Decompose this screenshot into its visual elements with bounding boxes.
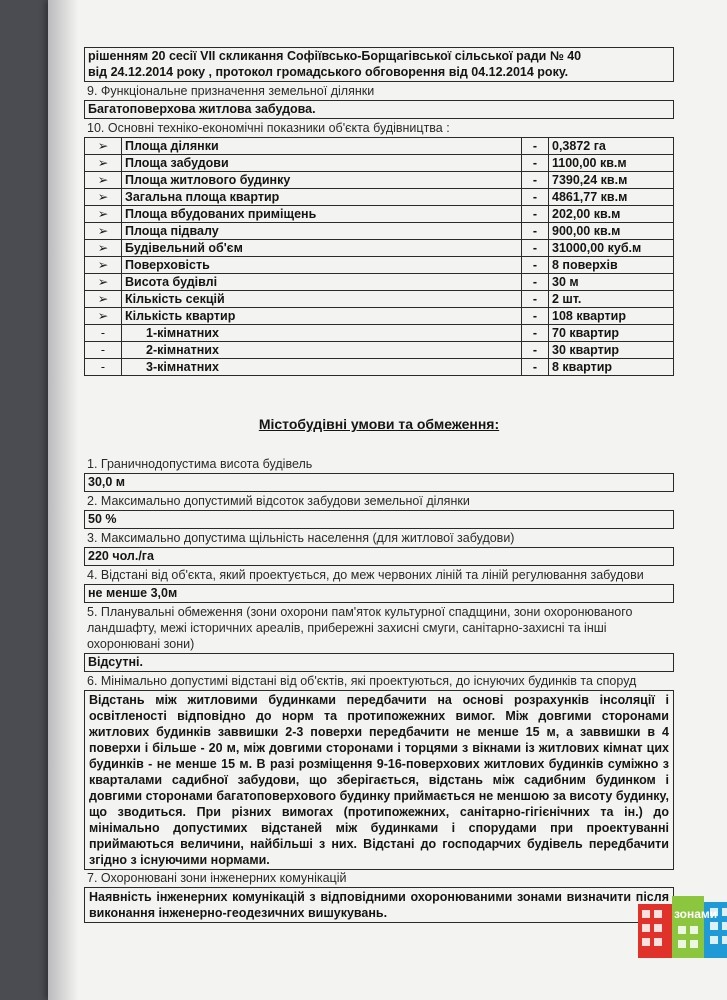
tech-row-name: Поверховість [122, 257, 522, 274]
conditions-list [84, 456, 674, 923]
tech-row-value: 900,00 кв.м [549, 223, 674, 240]
header-line-2: від 24.12.2014 року , протокол громадського обговорення від 04.12.2014 року. [88, 65, 569, 79]
condition-label: 5. Планувальні обмеження (зони охорони пам'яток культурної спадщини, зони охоронюваного ландшафту, межі історичних ареалів, прибережні захисні смуги, санітарно-захисні та інші охоронювані зони) [87, 605, 633, 651]
tech-row-name: Площа забудови [122, 155, 522, 172]
arrow-icon: ➢ [85, 223, 122, 240]
subrow-dash: - [85, 325, 122, 342]
item9-label: 9. Функціональне призначення земельної ділянки [87, 84, 375, 98]
tech-subrow [85, 359, 674, 376]
document-page [48, 0, 727, 1000]
item9-value: Багатоповерхова житлова забудова. [84, 100, 674, 119]
tech-subrow [85, 325, 674, 342]
arrow-icon: ➢ [85, 172, 122, 189]
tech-table [84, 137, 674, 376]
arrow-icon: ➢ [85, 308, 122, 325]
tech-subrow-value: 70 квартир [549, 325, 674, 342]
tech-row-value: 8 поверхів [549, 257, 674, 274]
tech-row-value: 202,00 кв.м [549, 206, 674, 223]
condition-value: Відсутні. [84, 653, 674, 672]
condition-value: не менше 3,0м [84, 584, 674, 603]
tech-row-value: 30 м [549, 274, 674, 291]
condition-value: Наявність інженерних комунікацій з відповідними охоронюваними зонами визначити після виконання інженерно-геодезичних вишукувань. [84, 887, 674, 923]
tech-row [85, 257, 674, 274]
tech-row-dash: - [522, 172, 549, 189]
tech-subrow-value: 8 квартир [549, 359, 674, 376]
page-edge-shadow [48, 0, 78, 1000]
item10-label: 10. Основні техніко-економічні показники об'єкта будівництва : [87, 121, 450, 135]
arrow-icon: ➢ [85, 138, 122, 155]
logo-green-block [672, 896, 704, 958]
tech-row [85, 172, 674, 189]
arrow-icon: ➢ [85, 257, 122, 274]
tech-row [85, 155, 674, 172]
tech-row-dash: - [522, 308, 549, 325]
tech-row [85, 308, 674, 325]
logo-text: зонами [674, 907, 718, 921]
tech-row [85, 223, 674, 240]
tech-row-dash: - [522, 138, 549, 155]
tech-row-dash: - [522, 223, 549, 240]
condition-value: 220 чол./га [84, 547, 674, 566]
tech-row-name: Площа вбудованих приміщень [122, 206, 522, 223]
document-content [84, 46, 674, 923]
tech-row-value: 31000,00 куб.м [549, 240, 674, 257]
tech-row-name: Кількість секцій [122, 291, 522, 308]
condition-value: 50 % [84, 510, 674, 529]
tech-row-dash: - [522, 274, 549, 291]
arrow-icon: ➢ [85, 206, 122, 223]
tech-row-name: Площа ділянки [122, 138, 522, 155]
header-box [84, 47, 674, 82]
tech-row [85, 189, 674, 206]
tech-row-dash: - [522, 257, 549, 274]
subrow-dash: - [85, 359, 122, 376]
tech-row [85, 206, 674, 223]
tech-row-value: 7390,24 кв.м [549, 172, 674, 189]
tech-row-name: Площа житлового будинку [122, 172, 522, 189]
condition-label: 4. Відстані від об'єкта, який проектується, до меж червоних ліній та ліній регулювання забудови [87, 568, 644, 582]
condition-label: 1. Граничнодопустима висота будівель [87, 457, 313, 471]
condition-label: 3. Максимально допустима щільність населення (для житлової забудови) [87, 531, 515, 545]
arrow-icon: ➢ [85, 291, 122, 308]
tech-row-value: 1100,00 кв.м [549, 155, 674, 172]
header-line-1: рішенням 20 сесії VII скликання Софіївсько-Борщагівської сільської ради № 40 [88, 49, 582, 63]
subrow-dash: - [85, 342, 122, 359]
tech-subrow-value: 30 квартир [549, 342, 674, 359]
tech-subrow-name: 3-кімнатних [122, 359, 522, 376]
condition-label: 7. Охоронювані зони інженерних комунікацій [87, 871, 347, 885]
tech-row [85, 291, 674, 308]
condition-value: Відстань між житловими будинками передбачити на основі розрахунків інсоляції і освітленості відповідно до норм та протипожежних вимог. Між довгими сторонами житлових будинків заввишки 2-3 поверхи передбачити не менше 15 м, а заввишки в 4 поверхи і більше - 20 м, між довгими сторонами і торцями з вікнами із житлових кімнат цих будинків - не менше 15 м. В разі розміщення 9-16-поверхових житлових будинків суміжно з кварталами садибної забудови, що зберігається, відстань між садибним будинком і довгими сторонами багатоповерхового будинку приймається не меншою за висоту будинку, що зводиться. При різних вимогах (протипожежних, санітарно-гігієнічних та ін.) до мінімально допустимих відстаней між будинками і спорудами при проектуванні приймаються величини, найбільші з них. Відстані до господарчих будівель передбачити згідно з існуючими нормами. [84, 690, 674, 870]
tech-row-value: 0,3872 га [549, 138, 674, 155]
tech-row-dash: - [522, 155, 549, 172]
tech-row-dash: - [522, 240, 549, 257]
tech-subrow-dash: - [522, 342, 549, 359]
tech-row-value: 2 шт. [549, 291, 674, 308]
condition-label: 2. Максимально допустимий відсоток забудови земельної ділянки [87, 494, 470, 508]
tech-row [85, 240, 674, 257]
tech-row-name: Площа підвалу [122, 223, 522, 240]
tech-row-name: Висота будівлі [122, 274, 522, 291]
tech-row [85, 138, 674, 155]
logo-icon [638, 896, 727, 958]
tech-subrow [85, 342, 674, 359]
tech-row-dash: - [522, 291, 549, 308]
condition-value: 30,0 м [84, 473, 674, 492]
tech-row-name: Загальна площа квартир [122, 189, 522, 206]
tech-subrow-name: 1-кімнатних [122, 325, 522, 342]
arrow-icon: ➢ [85, 240, 122, 257]
section-title: Містобудівні умови та обмеження: [258, 416, 500, 432]
arrow-icon: ➢ [85, 274, 122, 291]
tech-subrow-name: 2-кімнатних [122, 342, 522, 359]
arrow-icon: ➢ [85, 189, 122, 206]
tech-subrow-dash: - [522, 325, 549, 342]
tech-row-value: 108 квартир [549, 308, 674, 325]
tech-row-dash: - [522, 206, 549, 223]
tech-row [85, 274, 674, 291]
tech-row-name: Будівельний об'єм [122, 240, 522, 257]
tech-row-value: 4861,77 кв.м [549, 189, 674, 206]
arrow-icon: ➢ [85, 155, 122, 172]
condition-label: 6. Мінімально допустимі відстані від об'єктів, які проектуються, до існуючих будинків та споруд [87, 674, 637, 688]
tech-row-dash: - [522, 189, 549, 206]
tech-subrow-dash: - [522, 359, 549, 376]
tech-row-name: Кількість квартир [122, 308, 522, 325]
